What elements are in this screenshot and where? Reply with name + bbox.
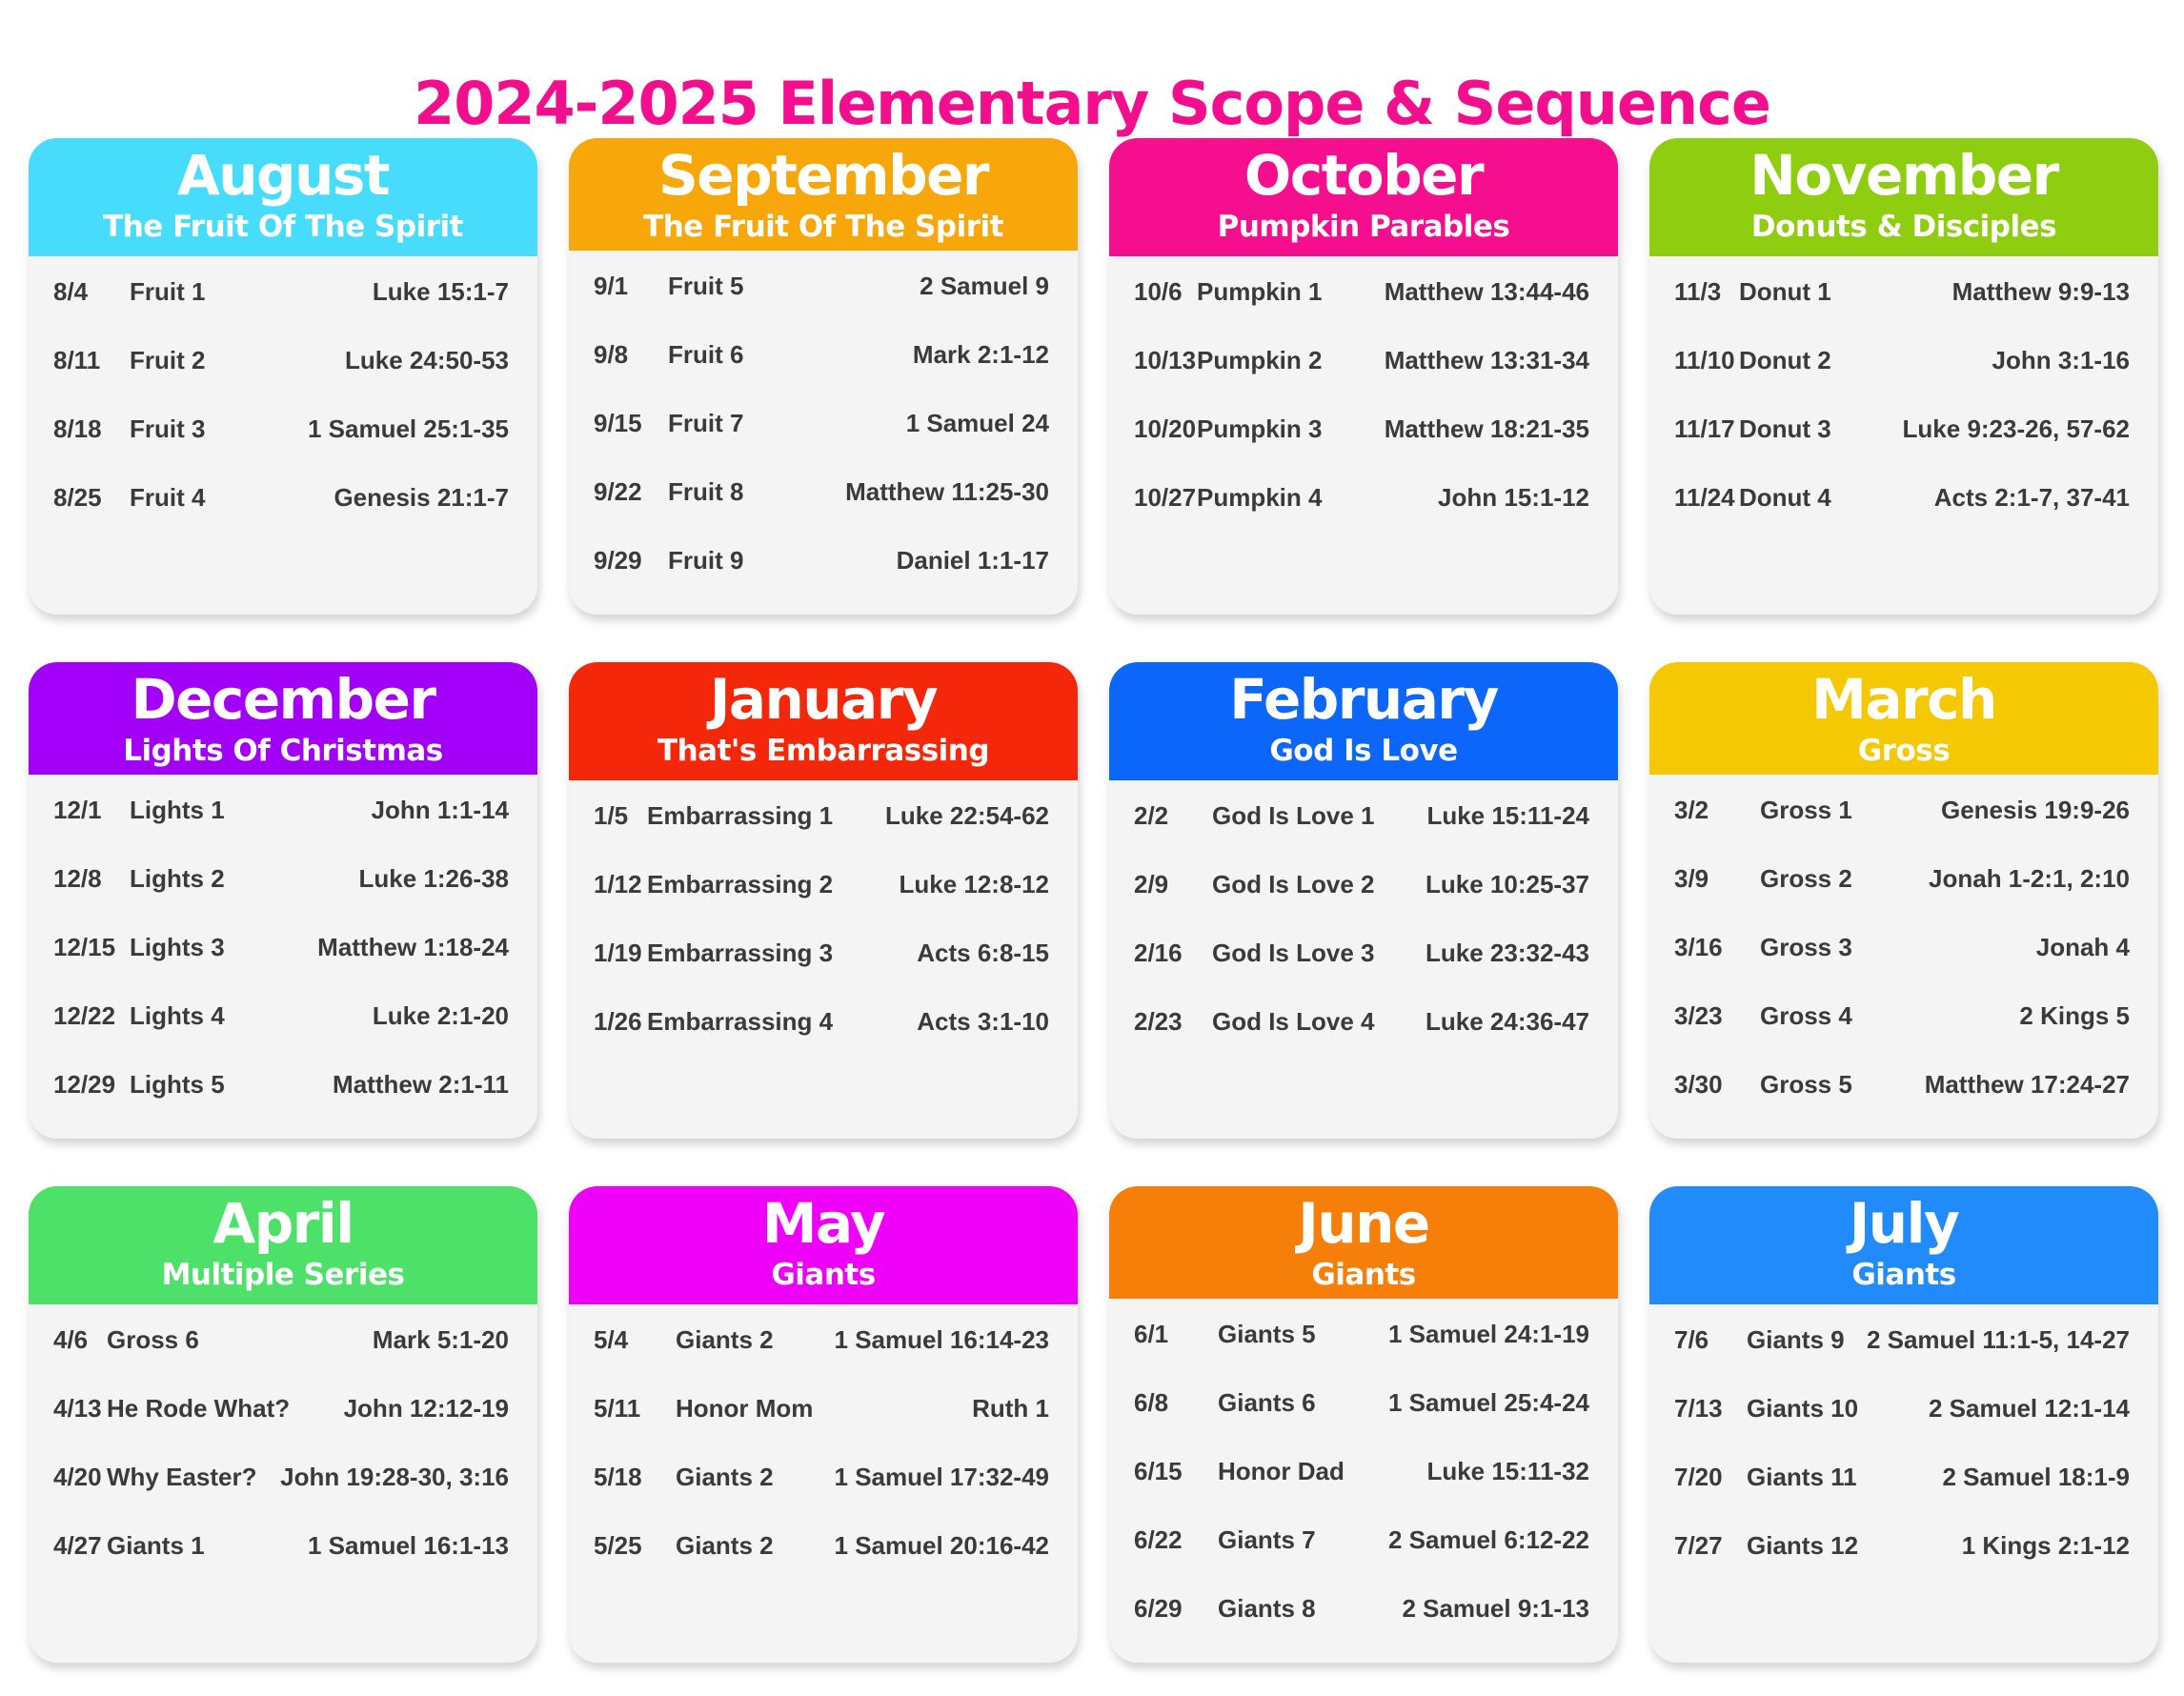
scripture-reference: Matthew 11:25-30 bbox=[845, 477, 1049, 506]
scripture-reference: 1 Samuel 20:16-42 bbox=[834, 1531, 1049, 1560]
lesson-row bbox=[1674, 864, 2130, 933]
lesson-list bbox=[1109, 780, 1618, 1139]
lesson-title: Fruit 6 bbox=[668, 340, 744, 369]
lesson-row bbox=[1134, 939, 1589, 1007]
lesson-date: 7/13 bbox=[1674, 1394, 1723, 1423]
scripture-reference: Jonah 1-2:1, 2:10 bbox=[1929, 864, 2130, 893]
lesson-title: Fruit 4 bbox=[130, 483, 206, 512]
lesson-date: 4/6 bbox=[53, 1325, 89, 1354]
scripture-reference: Luke 9:23-26, 57-62 bbox=[1902, 414, 2130, 443]
month-name: August bbox=[176, 143, 390, 208]
scripture-reference: Acts 6:8-15 bbox=[917, 939, 1049, 967]
scripture-reference: Mark 2:1-12 bbox=[912, 340, 1049, 369]
lesson-title: Giants 7 bbox=[1218, 1525, 1316, 1554]
lesson-date: 2/2 bbox=[1134, 801, 1169, 830]
lesson-row bbox=[53, 864, 509, 933]
lesson-row bbox=[1134, 277, 1589, 346]
month-card-header bbox=[569, 1186, 1078, 1304]
lesson-row bbox=[594, 1007, 1049, 1076]
lesson-title: Fruit 5 bbox=[668, 272, 744, 300]
lesson-row bbox=[1674, 933, 2130, 1001]
lesson-title: Giants 5 bbox=[1218, 1320, 1316, 1348]
lesson-title: Why Easter? bbox=[107, 1463, 257, 1491]
lesson-date: 3/23 bbox=[1674, 1001, 1723, 1030]
lesson-title: Lights 3 bbox=[130, 933, 225, 961]
lesson-list bbox=[29, 256, 537, 615]
month-name: March bbox=[1811, 667, 1996, 732]
lesson-title: Embarrassing 1 bbox=[647, 801, 834, 830]
lesson-date: 8/11 bbox=[53, 346, 101, 374]
lesson-date: 9/15 bbox=[594, 409, 642, 437]
lesson-date: 7/20 bbox=[1674, 1463, 1723, 1491]
scripture-reference: Luke 2:1-20 bbox=[372, 1001, 509, 1030]
lesson-date: 3/30 bbox=[1674, 1070, 1723, 1099]
lesson-row bbox=[594, 1325, 1049, 1394]
lesson-date: 4/27 bbox=[53, 1531, 102, 1560]
month-card-header bbox=[29, 662, 537, 775]
scripture-reference: Luke 23:32-43 bbox=[1426, 939, 1589, 967]
lesson-title: Pumpkin 3 bbox=[1197, 414, 1323, 443]
lesson-title: Lights 4 bbox=[130, 1001, 225, 1030]
scripture-reference: John 15:1-12 bbox=[1438, 483, 1589, 512]
scripture-reference: Acts 2:1-7, 37-41 bbox=[1933, 483, 2130, 512]
month-name: November bbox=[1749, 143, 2058, 208]
lesson-title: Donut 4 bbox=[1739, 483, 1831, 512]
lesson-row bbox=[594, 1394, 1049, 1463]
lesson-row bbox=[1134, 1388, 1589, 1457]
lesson-row bbox=[1674, 414, 2130, 483]
lesson-row bbox=[594, 340, 1049, 409]
month-name: July bbox=[1849, 1191, 1959, 1256]
lesson-date: 9/1 bbox=[594, 272, 629, 300]
lesson-row bbox=[594, 477, 1049, 546]
lesson-date: 12/22 bbox=[53, 1001, 116, 1030]
lesson-date: 11/17 bbox=[1674, 414, 1735, 443]
lesson-list bbox=[1649, 256, 2158, 615]
scripture-reference: Luke 22:54-62 bbox=[885, 801, 1049, 830]
lesson-title: Lights 2 bbox=[130, 864, 225, 893]
lesson-row bbox=[594, 1531, 1049, 1600]
month-name: May bbox=[761, 1191, 885, 1256]
lesson-row bbox=[1134, 1594, 1589, 1663]
lesson-title: Giants 9 bbox=[1747, 1325, 1845, 1354]
lesson-title: Fruit 3 bbox=[130, 414, 206, 443]
month-card-january bbox=[569, 662, 1078, 1139]
scripture-reference: Luke 10:25-37 bbox=[1426, 870, 1589, 898]
month-card-header bbox=[1649, 138, 2158, 256]
lesson-row bbox=[53, 1394, 509, 1463]
scripture-reference: 1 Samuel 24:1-19 bbox=[1387, 1320, 1589, 1348]
lesson-date: 5/11 bbox=[594, 1394, 641, 1423]
lesson-list bbox=[29, 1304, 537, 1663]
lesson-title: Pumpkin 2 bbox=[1197, 346, 1323, 374]
page-title: 2024-2025 Elementary Scope & Sequence bbox=[414, 68, 1770, 138]
lesson-row bbox=[1134, 1320, 1589, 1388]
scripture-reference: Luke 1:26-38 bbox=[358, 864, 509, 893]
series-name: Multiple Series bbox=[161, 1258, 405, 1292]
lesson-date: 11/3 bbox=[1674, 277, 1722, 306]
lesson-date: 9/8 bbox=[594, 340, 629, 369]
lesson-date: 4/13 bbox=[53, 1394, 102, 1423]
scripture-reference: 2 Samuel 6:12-22 bbox=[1387, 1525, 1589, 1554]
month-card-header bbox=[1109, 662, 1618, 780]
lesson-date: 2/9 bbox=[1134, 870, 1169, 898]
lesson-row bbox=[53, 1325, 509, 1394]
scripture-reference: Genesis 21:1-7 bbox=[334, 483, 509, 512]
scripture-reference: Luke 12:8-12 bbox=[899, 870, 1049, 898]
lesson-date: 12/1 bbox=[53, 796, 102, 824]
lesson-row bbox=[1134, 1007, 1589, 1076]
lesson-row bbox=[1674, 1463, 2130, 1531]
scripture-reference: Matthew 1:18-24 bbox=[317, 933, 509, 961]
lesson-date: 9/22 bbox=[594, 477, 642, 506]
lesson-title: Gross 6 bbox=[107, 1325, 199, 1354]
month-card-header bbox=[1649, 1186, 2158, 1304]
month-card-november bbox=[1649, 138, 2158, 615]
scripture-reference: Luke 15:1-7 bbox=[372, 277, 509, 306]
month-card-header bbox=[569, 138, 1078, 251]
lesson-date: 1/26 bbox=[594, 1007, 642, 1036]
lesson-date: 11/10 bbox=[1674, 346, 1735, 374]
scripture-reference: Luke 15:11-32 bbox=[1426, 1457, 1589, 1485]
series-name: Giants bbox=[771, 1258, 876, 1292]
scripture-reference: Daniel 1:1-17 bbox=[896, 546, 1049, 575]
month-name: December bbox=[131, 667, 435, 732]
lesson-row bbox=[53, 277, 509, 346]
scripture-reference: 1 Samuel 25:1-35 bbox=[307, 414, 509, 443]
lesson-title: Lights 1 bbox=[130, 796, 225, 824]
lesson-row bbox=[53, 1070, 509, 1139]
lesson-title: Embarrassing 3 bbox=[647, 939, 834, 967]
lesson-date: 7/27 bbox=[1674, 1531, 1723, 1560]
lesson-row bbox=[1134, 1525, 1589, 1594]
month-card-header bbox=[29, 1186, 537, 1304]
lesson-list bbox=[1649, 775, 2158, 1139]
scripture-reference: Jonah 4 bbox=[2035, 933, 2130, 961]
lesson-date: 1/19 bbox=[594, 939, 642, 967]
scripture-reference: John 1:1-14 bbox=[371, 796, 509, 824]
lesson-row bbox=[53, 933, 509, 1001]
scripture-reference: Matthew 9:9-13 bbox=[1951, 277, 2130, 306]
month-card-june bbox=[1109, 1186, 1618, 1663]
lesson-row bbox=[53, 346, 509, 414]
scripture-reference: 1 Samuel 16:1-13 bbox=[307, 1531, 509, 1560]
month-card-header bbox=[1649, 662, 2158, 775]
month-name: January bbox=[709, 667, 938, 732]
lesson-row bbox=[594, 272, 1049, 340]
month-card-september bbox=[569, 138, 1078, 615]
lesson-date: 2/23 bbox=[1134, 1007, 1183, 1036]
scripture-reference: Ruth 1 bbox=[972, 1394, 1049, 1423]
lesson-date: 1/12 bbox=[594, 870, 642, 898]
lesson-date: 10/13 bbox=[1134, 346, 1197, 374]
series-name: Giants bbox=[1851, 1258, 1956, 1292]
lesson-row bbox=[594, 409, 1049, 477]
lesson-row bbox=[594, 870, 1049, 939]
month-card-header bbox=[1109, 138, 1618, 256]
month-card-april bbox=[29, 1186, 537, 1663]
month-card-october bbox=[1109, 138, 1618, 615]
lesson-date: 5/18 bbox=[594, 1463, 642, 1491]
lesson-title: God Is Love 4 bbox=[1212, 1007, 1375, 1036]
month-card-may bbox=[569, 1186, 1078, 1663]
lesson-row bbox=[594, 546, 1049, 615]
lesson-title: Gross 4 bbox=[1760, 1001, 1852, 1030]
scripture-reference: 1 Samuel 17:32-49 bbox=[834, 1463, 1049, 1491]
month-name: February bbox=[1229, 667, 1498, 732]
series-name: The Fruit Of The Spirit bbox=[643, 210, 1003, 244]
lesson-date: 12/29 bbox=[53, 1070, 116, 1099]
lesson-row bbox=[594, 801, 1049, 870]
month-card-header bbox=[1109, 1186, 1618, 1299]
scripture-reference: 1 Samuel 16:14-23 bbox=[834, 1325, 1049, 1354]
lesson-date: 12/15 bbox=[53, 933, 116, 961]
lesson-row bbox=[1674, 1001, 2130, 1070]
lesson-row bbox=[1134, 346, 1589, 414]
lesson-title: Pumpkin 4 bbox=[1197, 483, 1323, 512]
scripture-reference: John 3:1-16 bbox=[1992, 346, 2130, 374]
lesson-row bbox=[1674, 1394, 2130, 1463]
lesson-list bbox=[1109, 1299, 1618, 1663]
lesson-title: Giants 12 bbox=[1747, 1531, 1859, 1560]
lesson-list bbox=[1649, 1304, 2158, 1663]
scripture-reference: 2 Kings 5 bbox=[2019, 1001, 2130, 1030]
lesson-row bbox=[1674, 1325, 2130, 1394]
lesson-row bbox=[1134, 870, 1589, 939]
lesson-list bbox=[569, 1304, 1078, 1663]
scripture-reference: Acts 3:1-10 bbox=[917, 1007, 1049, 1036]
lesson-title: Donut 3 bbox=[1739, 414, 1831, 443]
month-name: September bbox=[657, 143, 989, 208]
lesson-title: Fruit 8 bbox=[668, 477, 744, 506]
lesson-row bbox=[53, 414, 509, 483]
lesson-title: Embarrassing 4 bbox=[647, 1007, 834, 1036]
month-card-december bbox=[29, 662, 537, 1139]
scripture-reference: 2 Samuel 9 bbox=[920, 272, 1049, 300]
scripture-reference: Mark 5:1-20 bbox=[372, 1325, 509, 1354]
series-name: Donuts & Disciples bbox=[1750, 210, 2057, 244]
month-grid bbox=[29, 138, 2159, 1663]
scripture-reference: Matthew 13:44-46 bbox=[1384, 277, 1589, 306]
lesson-title: God Is Love 1 bbox=[1212, 801, 1375, 830]
scripture-reference: 2 Samuel 9:1-13 bbox=[1402, 1594, 1589, 1623]
month-card-header bbox=[29, 138, 537, 256]
scripture-reference: Luke 15:11-24 bbox=[1426, 801, 1589, 830]
scripture-reference: John 19:28-30, 3:16 bbox=[280, 1463, 509, 1491]
scripture-reference: 1 Kings 2:1-12 bbox=[1961, 1531, 2130, 1560]
series-name: The Fruit Of The Spirit bbox=[103, 210, 463, 244]
lesson-title: Giants 2 bbox=[676, 1325, 774, 1354]
lesson-date: 1/5 bbox=[594, 801, 629, 830]
lesson-row bbox=[53, 1463, 509, 1531]
scripture-reference: Luke 24:36-47 bbox=[1426, 1007, 1589, 1036]
lesson-row bbox=[53, 483, 509, 552]
lesson-title: Giants 1 bbox=[107, 1531, 205, 1560]
scripture-reference: Luke 24:50-53 bbox=[345, 346, 509, 374]
lesson-date: 10/6 bbox=[1134, 277, 1183, 306]
lesson-row bbox=[1674, 483, 2130, 552]
lesson-list bbox=[1109, 256, 1618, 615]
scripture-reference: Matthew 17:24-27 bbox=[1924, 1070, 2130, 1099]
lesson-date: 8/4 bbox=[53, 277, 89, 306]
lesson-title: Donut 1 bbox=[1739, 277, 1831, 306]
month-card-march bbox=[1649, 662, 2158, 1139]
lesson-row bbox=[594, 1463, 1049, 1531]
lesson-title: Honor Dad bbox=[1218, 1457, 1345, 1485]
lesson-date: 6/22 bbox=[1134, 1525, 1183, 1554]
lesson-row bbox=[1134, 801, 1589, 870]
lesson-title: Giants 10 bbox=[1747, 1394, 1859, 1423]
lesson-date: 3/9 bbox=[1674, 864, 1709, 893]
lesson-date: 6/1 bbox=[1134, 1320, 1169, 1348]
lesson-title: Gross 5 bbox=[1760, 1070, 1852, 1099]
lesson-date: 6/8 bbox=[1134, 1388, 1169, 1417]
series-name: Pumpkin Parables bbox=[1217, 210, 1510, 244]
lesson-row bbox=[1674, 796, 2130, 864]
lesson-row bbox=[53, 796, 509, 864]
lesson-title: Giants 8 bbox=[1218, 1594, 1316, 1623]
month-card-february bbox=[1109, 662, 1618, 1139]
month-card-header bbox=[569, 662, 1078, 780]
lesson-list bbox=[569, 251, 1078, 615]
lesson-date: 10/27 bbox=[1134, 483, 1197, 512]
lesson-title: Embarrassing 2 bbox=[647, 870, 834, 898]
month-name: April bbox=[212, 1191, 354, 1256]
series-name: God Is Love bbox=[1269, 734, 1458, 768]
lesson-title: God Is Love 2 bbox=[1212, 870, 1375, 898]
series-name: Gross bbox=[1857, 734, 1951, 768]
lesson-row bbox=[1674, 346, 2130, 414]
lesson-title: Gross 2 bbox=[1760, 864, 1852, 893]
lesson-list bbox=[29, 775, 537, 1139]
lesson-date: 10/20 bbox=[1134, 414, 1197, 443]
scripture-reference: Matthew 2:1-11 bbox=[333, 1070, 509, 1099]
lesson-row bbox=[53, 1001, 509, 1070]
lesson-title: Giants 11 bbox=[1747, 1463, 1857, 1491]
lesson-row bbox=[1674, 277, 2130, 346]
scripture-reference: Matthew 18:21-35 bbox=[1384, 414, 1589, 443]
month-card-august bbox=[29, 138, 537, 615]
lesson-date: 11/24 bbox=[1674, 483, 1735, 512]
lesson-title: Pumpkin 1 bbox=[1197, 277, 1323, 306]
series-name: Lights Of Christmas bbox=[123, 734, 443, 768]
lesson-row bbox=[1674, 1531, 2130, 1600]
scripture-reference: Genesis 19:9-26 bbox=[1940, 796, 2130, 824]
lesson-date: 6/29 bbox=[1134, 1594, 1183, 1623]
lesson-title: Fruit 7 bbox=[668, 409, 744, 437]
lesson-title: Gross 3 bbox=[1760, 933, 1852, 961]
scripture-reference: 2 Samuel 18:1-9 bbox=[1942, 1463, 2130, 1491]
lesson-title: God Is Love 3 bbox=[1212, 939, 1375, 967]
lesson-title: Giants 2 bbox=[676, 1463, 774, 1491]
lesson-title: Giants 6 bbox=[1218, 1388, 1316, 1417]
lesson-title: Fruit 2 bbox=[130, 346, 206, 374]
lesson-title: Gross 1 bbox=[1760, 796, 1852, 824]
lesson-date: 5/4 bbox=[594, 1325, 629, 1354]
lesson-title: Honor Mom bbox=[676, 1394, 814, 1423]
lesson-date: 3/2 bbox=[1674, 796, 1709, 824]
lesson-date: 8/18 bbox=[53, 414, 102, 443]
lesson-row bbox=[53, 1531, 509, 1600]
lesson-row bbox=[1134, 483, 1589, 552]
month-name: June bbox=[1298, 1191, 1429, 1256]
lesson-title: Donut 2 bbox=[1739, 346, 1831, 374]
series-name: That's Embarrassing bbox=[657, 734, 990, 768]
lesson-date: 8/25 bbox=[53, 483, 102, 512]
scripture-reference: Matthew 13:31-34 bbox=[1384, 346, 1589, 374]
lesson-row bbox=[1674, 1070, 2130, 1139]
lesson-row bbox=[1134, 414, 1589, 483]
lesson-list bbox=[569, 780, 1078, 1139]
lesson-title: Giants 2 bbox=[676, 1531, 774, 1560]
scripture-reference: 1 Samuel 24 bbox=[905, 409, 1049, 437]
scripture-reference: 2 Samuel 11:1-5, 14-27 bbox=[1866, 1325, 2130, 1354]
lesson-title: Fruit 9 bbox=[668, 546, 744, 575]
lesson-date: 7/6 bbox=[1674, 1325, 1709, 1354]
lesson-title: Lights 5 bbox=[130, 1070, 225, 1099]
scripture-reference: 2 Samuel 12:1-14 bbox=[1928, 1394, 2130, 1423]
lesson-date: 12/8 bbox=[53, 864, 102, 893]
lesson-date: 9/29 bbox=[594, 546, 642, 575]
lesson-date: 4/20 bbox=[53, 1463, 102, 1491]
month-name: October bbox=[1244, 143, 1484, 208]
lesson-row bbox=[1134, 1457, 1589, 1525]
lesson-title: He Rode What? bbox=[107, 1394, 291, 1423]
lesson-date: 2/16 bbox=[1134, 939, 1183, 967]
lesson-title: Fruit 1 bbox=[130, 277, 206, 306]
lesson-date: 6/15 bbox=[1134, 1457, 1183, 1485]
month-card-july bbox=[1649, 1186, 2158, 1663]
scripture-reference: 1 Samuel 25:4-24 bbox=[1387, 1388, 1589, 1417]
lesson-row bbox=[594, 939, 1049, 1007]
lesson-date: 3/16 bbox=[1674, 933, 1723, 961]
lesson-date: 5/25 bbox=[594, 1531, 642, 1560]
series-name: Giants bbox=[1311, 1258, 1416, 1292]
scripture-reference: John 12:12-19 bbox=[343, 1394, 509, 1423]
